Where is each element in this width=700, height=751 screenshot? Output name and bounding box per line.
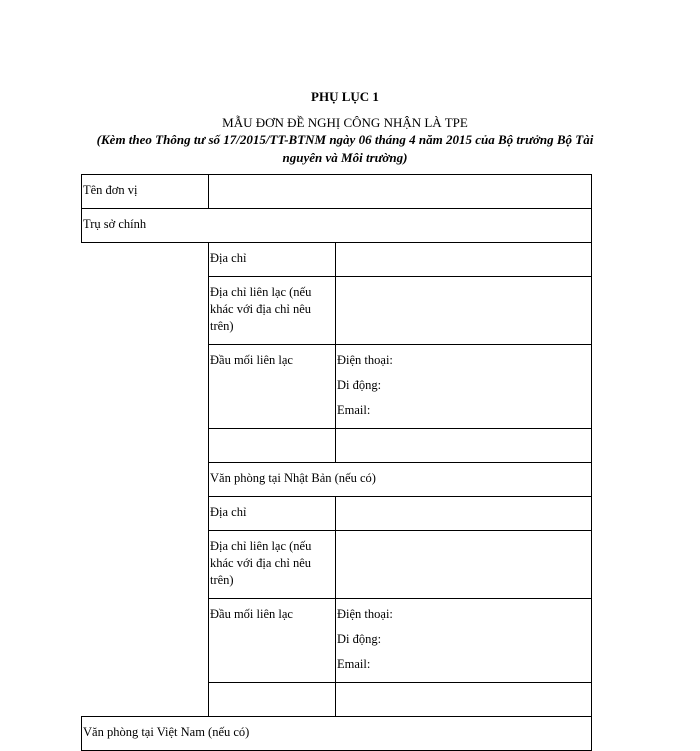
address-label: Địa chỉ [209, 243, 336, 277]
head-office-contact-details[interactable] [336, 345, 592, 429]
head-office-extra-value-field[interactable] [336, 429, 592, 463]
contact-address-label: Địa chỉ liên lạc (nếu khác với địa chỉ nêu trên) [209, 531, 336, 599]
vietnam-office-label: Văn phòng tại Việt Nam (nếu có) [82, 717, 592, 751]
phone-label: Điện thoại: [337, 607, 393, 621]
address-label: Địa chỉ [209, 497, 336, 531]
japan-office-contact-details[interactable] [336, 599, 592, 683]
unit-name-label: Tên đơn vị [82, 175, 209, 209]
annex-heading: PHỤ LỤC 1 [311, 89, 379, 104]
email-label: Email: [337, 403, 371, 417]
japan-office-address-field[interactable] [336, 497, 592, 531]
mobile-label: Di động: [337, 632, 382, 646]
japan-office-contact-address-field[interactable] [336, 531, 592, 599]
table-row [82, 243, 592, 277]
form-title: MẪU ĐƠN ĐỀ NGHỊ CÔNG NHẬN LÀ TPE [222, 115, 468, 130]
email-label: Email: [337, 657, 371, 671]
head-office-label: Trụ sở chính [82, 209, 592, 243]
unit-name-field[interactable] [209, 175, 592, 209]
head-office-contact-address-field[interactable] [336, 277, 592, 345]
form-subtitle: (Kèm theo Thông tư số 17/2015/TT-BTNM ngày 06 tháng 4 năm 2015 của Bộ trưởng Bộ Tài nguyên và Môi trường) [96, 132, 594, 165]
table-row [82, 717, 592, 751]
head-office-extra-label-field[interactable] [209, 429, 336, 463]
contact-point-label: Đầu mối liên lạc [209, 345, 336, 429]
table-row [82, 497, 592, 531]
mobile-label: Di động: [337, 378, 382, 392]
head-office-spacer [82, 243, 209, 497]
head-office-address-field[interactable] [336, 243, 592, 277]
japan-office-spacer [82, 497, 209, 717]
japan-office-label: Văn phòng tại Nhật Bản (nếu có) [209, 463, 592, 497]
phone-label: Điện thoại: [337, 353, 393, 367]
contact-point-label: Đầu mối liên lạc [209, 599, 336, 683]
application-form-table [81, 174, 592, 751]
contact-address-label: Địa chỉ liên lạc (nếu khác với địa chỉ nêu trên) [209, 277, 336, 345]
table-row [82, 209, 592, 243]
table-row [82, 175, 592, 209]
